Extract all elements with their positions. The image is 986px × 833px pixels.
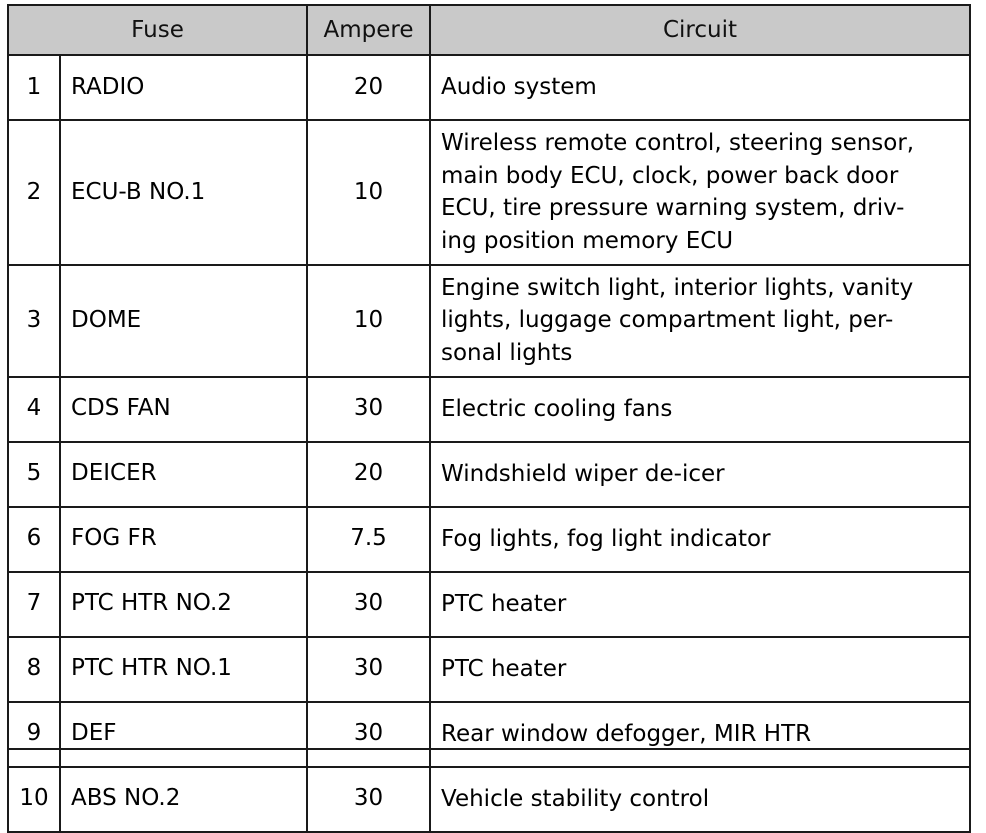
column-header-fuse: Fuse xyxy=(8,5,307,55)
circuit-text-line: lights, luggage compartment light, per- xyxy=(441,307,894,334)
cell-ampere: 30 xyxy=(307,637,430,702)
cell-fuse-name: DEF xyxy=(60,702,307,767)
cell-fuse-number: 4 xyxy=(8,377,60,442)
cell-fuse-name: DEICER xyxy=(60,442,307,507)
cell-circuit xyxy=(430,55,970,120)
cell-fuse-name: PTC HTR NO.2 xyxy=(60,572,307,637)
cell-fuse-number: 10 xyxy=(8,767,60,832)
table-row xyxy=(8,442,970,507)
cell-ampere: 30 xyxy=(307,767,430,832)
cell-fuse-name: ABS NO.2 xyxy=(60,767,307,832)
cell-ampere: 30 xyxy=(307,377,430,442)
circuit-text-line: Wireless remote control, steering sensor, xyxy=(441,130,915,156)
circuit-text-line: Audio system xyxy=(441,74,597,101)
cell-fuse-number: 5 xyxy=(8,442,60,507)
bottom-rule xyxy=(7,748,969,750)
cell-ampere: 30 xyxy=(307,572,430,637)
circuit-text-line: Windshield wiper de-icer xyxy=(441,460,725,487)
cell-circuit xyxy=(430,572,970,637)
cell-ampere: 20 xyxy=(307,55,430,120)
cell-fuse-name: CDS FAN xyxy=(60,377,307,442)
circuit-text-line: PTC heater xyxy=(441,655,567,682)
circuit-text-line: Vehicle stability control xyxy=(441,785,710,812)
cell-fuse-name: DOME xyxy=(60,265,307,377)
cell-ampere: 30 xyxy=(307,702,430,767)
circuit-text-line: Fog lights, fog light indicator xyxy=(441,525,771,552)
cell-ampere: 20 xyxy=(307,442,430,507)
cell-circuit xyxy=(430,767,970,832)
cell-fuse-number: 3 xyxy=(8,265,60,377)
cell-circuit xyxy=(430,702,970,767)
cell-circuit xyxy=(430,507,970,572)
table-row xyxy=(8,637,970,702)
cell-ampere: 10 xyxy=(307,265,430,377)
cell-fuse-number: 6 xyxy=(8,507,60,572)
column-header-ampere: Ampere xyxy=(307,5,430,55)
cell-circuit xyxy=(430,377,970,442)
cell-fuse-name: ECU-B NO.1 xyxy=(60,120,307,265)
fuse-table xyxy=(7,4,971,833)
table-row xyxy=(8,767,970,832)
circuit-text-line: Rear window defogger, MIR HTR xyxy=(441,720,812,747)
column-header-circuit: Circuit xyxy=(430,5,970,55)
cell-fuse-number: 9 xyxy=(8,702,60,767)
cell-fuse-number: 1 xyxy=(8,55,60,120)
table-row xyxy=(8,377,970,442)
cell-fuse-name: PTC HTR NO.1 xyxy=(60,637,307,702)
cell-fuse-name: FOG FR xyxy=(60,507,307,572)
table-row xyxy=(8,120,970,265)
circuit-text-line: main body ECU, clock, power back door xyxy=(441,162,899,189)
circuit-text-line: ing position memory ECU xyxy=(441,227,734,254)
cell-circuit xyxy=(430,265,970,377)
table-row xyxy=(8,572,970,637)
cell-fuse-number: 7 xyxy=(8,572,60,637)
header-row xyxy=(8,5,970,55)
table-row xyxy=(8,265,970,377)
circuit-text-line: Engine switch light, interior lights, vanity xyxy=(441,274,914,301)
cell-fuse-name: RADIO xyxy=(60,55,307,120)
cell-circuit xyxy=(430,442,970,507)
table-header xyxy=(8,5,970,55)
circuit-text-line: Electric cooling fans xyxy=(441,395,673,422)
circuit-text-line: PTC heater xyxy=(441,590,567,617)
circuit-text-line: ECU, tire pressure warning system, driv- xyxy=(441,195,905,222)
cell-ampere: 7.5 xyxy=(307,507,430,572)
cell-circuit xyxy=(430,637,970,702)
table-row xyxy=(8,507,970,572)
cell-fuse-number: 2 xyxy=(8,120,60,265)
table-row xyxy=(8,702,970,767)
cell-circuit xyxy=(430,120,970,265)
cell-fuse-number: 8 xyxy=(8,637,60,702)
table-body xyxy=(8,55,970,832)
cell-ampere: 10 xyxy=(307,120,430,265)
circuit-text-line: sonal lights xyxy=(441,339,573,366)
table-row xyxy=(8,55,970,120)
